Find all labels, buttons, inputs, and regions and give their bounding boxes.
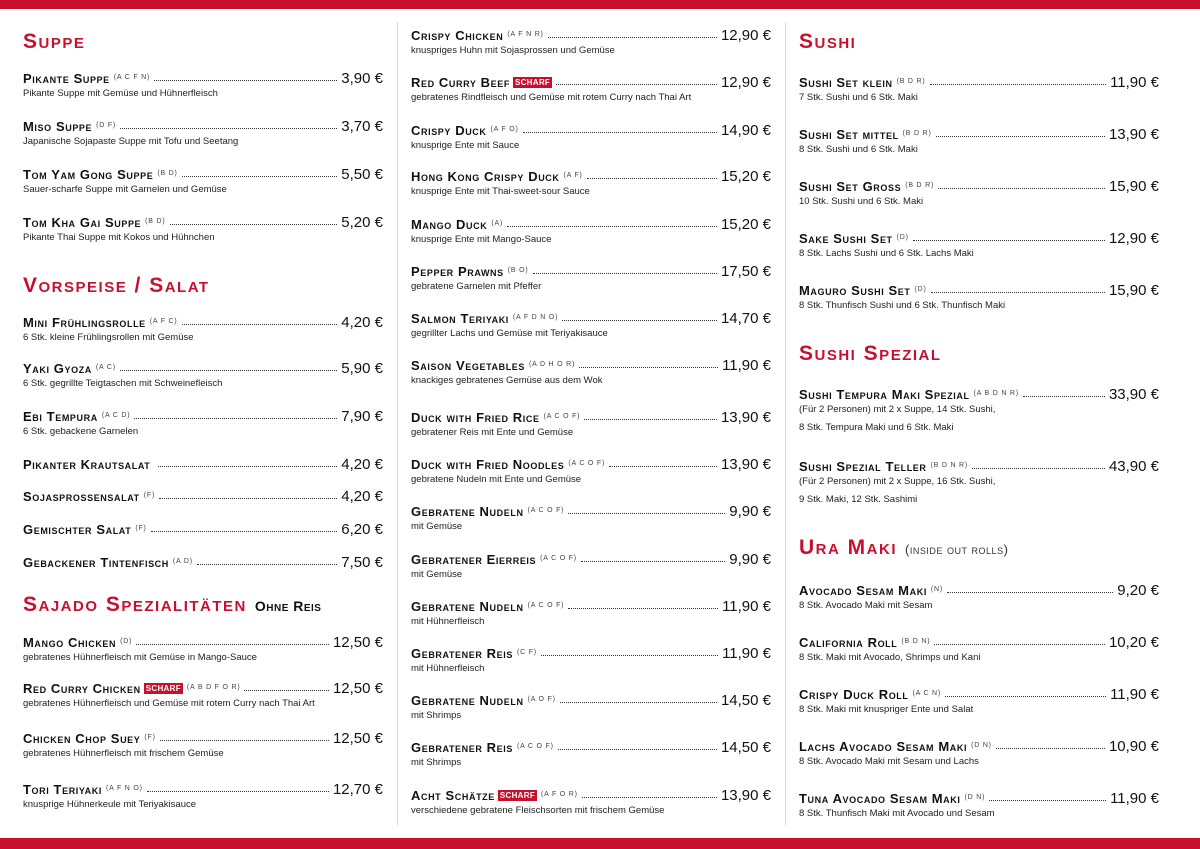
item-name: Sojasprossensalat — [23, 489, 140, 504]
item-description: gebratenes Hühnerfleisch mit Gemüse in Mango-Sauce — [23, 652, 257, 663]
menu-item — [411, 598, 771, 628]
item-description: 10 Stk. Sushi und 6 Stk. Maki — [799, 196, 924, 207]
dot-leader — [182, 324, 338, 325]
dot-leader — [556, 84, 717, 85]
item-description: gebratenes Hühnerfleisch und Gemüse mit rotem Curry nach Thai Art — [23, 698, 315, 709]
menu-item — [23, 166, 383, 196]
item-allergens: (D N) — [971, 742, 992, 749]
dot-leader — [972, 468, 1105, 469]
item-allergens: (D) — [914, 286, 927, 293]
dot-leader — [587, 178, 717, 179]
item-price: 9,90 € — [729, 503, 771, 520]
menu-item — [799, 634, 1159, 664]
item-name: Gebratener Reis — [411, 740, 513, 755]
item-description: (Für 2 Personen) mit 2 x Suppe, 14 Stk. Sushi, — [799, 404, 996, 415]
menu-item — [411, 787, 771, 817]
menu-item — [799, 282, 1159, 312]
item-price: 11,90 € — [722, 645, 771, 662]
item-description: mit Shrimps — [411, 710, 462, 721]
item-name: Gebratener Reis — [411, 646, 513, 661]
item-allergens: (A C O F) — [568, 460, 606, 467]
item-price: 9,90 € — [729, 551, 771, 568]
item-allergens: (A F) — [563, 172, 583, 179]
item-allergens: (B D N) — [901, 638, 931, 645]
section-title-suppe: Suppe — [23, 30, 86, 53]
item-price: 10,20 € — [1108, 634, 1159, 651]
item-name: Chicken Chop Suey — [23, 731, 141, 746]
top-border — [0, 0, 1200, 9]
item-allergens: (B D N R) — [930, 462, 969, 469]
menu-item — [411, 27, 771, 57]
item-name: Duck with Fried Rice — [411, 410, 540, 425]
item-name: Gebratener Eierreis — [411, 552, 537, 567]
item-allergens: (A B D F O R) — [186, 684, 241, 691]
menu-item — [23, 680, 383, 710]
item-allergens: (D F) — [96, 122, 117, 129]
item-price: 4,20 € — [341, 488, 383, 505]
item-description: gegrillter Lachs und Gemüse mit Teriyakisauce — [411, 328, 608, 339]
item-price: 15,90 € — [1108, 178, 1159, 195]
item-allergens: (B D R) — [896, 78, 926, 85]
item-price: 12,90 € — [720, 27, 771, 44]
item-name: Maguro Sushi Set — [799, 283, 911, 298]
item-price: 17,50 € — [720, 263, 771, 280]
menu-item — [799, 230, 1159, 260]
item-description: verschiedene gebratene Fleischsorten mit frischem Gemüse — [411, 805, 665, 816]
item-name: Hong Kong Crispy Duck — [411, 169, 560, 184]
item-description: mit Hühnerfleisch — [411, 663, 485, 674]
item-description: 6 Stk. kleine Frühlingsrollen mit Gemüse — [23, 332, 194, 343]
item-description: Pikante Suppe mit Gemüse und Hühnerfleisch — [23, 88, 218, 99]
item-name: Sake Sushi Set — [799, 231, 893, 246]
menu-item — [23, 118, 383, 148]
menu-item — [411, 168, 771, 198]
dot-leader — [170, 224, 338, 225]
section-subtitle: Ohne Reis — [254, 598, 322, 614]
item-name: Lachs Avocado Sesam Maki — [799, 739, 968, 754]
item-allergens: (A F O R) — [541, 791, 578, 798]
dot-leader — [947, 592, 1113, 593]
menu-item — [23, 314, 383, 344]
spicy-badge: SCHARF — [514, 78, 551, 87]
item-description: knusprige Ente mit Sauce — [411, 140, 520, 151]
item-price: 12,50 € — [332, 730, 383, 747]
item-price: 5,20 € — [341, 214, 383, 231]
item-description: 8 Stk. Thunfisch Maki mit Avocado und Sesam — [799, 808, 995, 819]
item-price: 12,50 € — [332, 634, 383, 651]
item-allergens: (F) — [144, 734, 156, 741]
item-description: Pikante Thai Suppe mit Kokos und Hühnchen — [23, 232, 215, 243]
item-allergens: (B D R) — [902, 130, 932, 137]
item-description: 8 Stk. Sushi und 6 Stk. Maki — [799, 144, 918, 155]
item-name: Gebratene Nudeln — [411, 693, 524, 708]
menu-item — [799, 74, 1159, 104]
item-price: 10,90 € — [1108, 738, 1159, 755]
item-price: 33,90 € — [1108, 386, 1159, 403]
item-price: 13,90 € — [720, 787, 771, 804]
menu-item — [23, 634, 383, 664]
item-allergens: (N) — [930, 586, 944, 593]
dot-leader — [989, 800, 1106, 801]
item-price: 11,90 € — [722, 598, 771, 615]
item-price: 11,90 € — [1110, 790, 1159, 807]
menu-item — [799, 178, 1159, 208]
menu-item — [23, 554, 383, 571]
item-description: 8 Stk. Avocado Maki mit Sesam und Lachs — [799, 756, 979, 767]
item-allergens: (A) — [491, 220, 504, 227]
item-price: 13,90 € — [720, 409, 771, 426]
item-allergens: (A F O) — [490, 126, 519, 133]
dot-leader — [151, 531, 338, 532]
item-name: Acht Schätze — [411, 788, 495, 803]
menu-item — [411, 645, 771, 675]
item-name: Gebackener Tintenfisch — [23, 555, 169, 570]
item-name: Sushi Spezial Teller — [799, 459, 927, 474]
item-name: Salmon Teriyaki — [411, 311, 509, 326]
dot-leader — [120, 128, 337, 129]
menu-item — [411, 263, 771, 293]
dot-leader — [136, 644, 329, 645]
item-name: Saison Vegetables — [411, 358, 525, 373]
item-description: mit Gemüse — [411, 569, 463, 580]
item-description: 8 Stk. Maki mit knuspriger Ente und Salat — [799, 704, 974, 715]
dot-leader — [936, 136, 1105, 137]
menu-item — [411, 122, 771, 152]
item-allergens: (A O F) — [527, 696, 556, 703]
menu-item — [411, 551, 771, 581]
item-price: 14,50 € — [720, 739, 771, 756]
item-price: 7,90 € — [341, 408, 383, 425]
item-price: 13,90 € — [1108, 126, 1159, 143]
item-name: Red Curry Chicken — [23, 681, 141, 696]
item-name: Red Curry Beef — [411, 75, 510, 90]
dot-leader — [609, 466, 717, 467]
item-price: 15,20 € — [720, 216, 771, 233]
menu-item — [799, 458, 1159, 507]
dot-leader — [584, 419, 717, 420]
section-subtitle: (inside out rolls) — [905, 542, 1009, 557]
item-allergens: (A C F N) — [113, 74, 151, 81]
menu-item — [23, 214, 383, 244]
item-description: gebratenes Rindfleisch und Gemüse mit rotem Curry nach Thai Art — [411, 92, 692, 103]
item-allergens: (A C N) — [912, 690, 942, 697]
menu-item — [799, 582, 1159, 612]
menu-item — [411, 739, 771, 769]
column-divider — [397, 22, 398, 825]
item-description: 8 Stk. Thunfisch Sushi und 6 Stk. Thunfisch Maki — [799, 300, 1006, 311]
dot-leader — [568, 513, 725, 514]
item-description: 7 Stk. Sushi und 6 Stk. Maki — [799, 92, 918, 103]
item-allergens: (B D) — [145, 218, 166, 225]
item-description: mit Hühnerfleisch — [411, 616, 485, 627]
column-divider — [785, 22, 786, 825]
item-description: 9 Stk. Maki, 12 Stk. Sashimi — [799, 494, 918, 506]
item-name: Ebi Tempura — [23, 409, 98, 424]
dot-leader — [938, 188, 1105, 189]
dot-leader — [913, 240, 1105, 241]
item-allergens: (C F) — [516, 649, 537, 656]
dot-leader — [134, 418, 337, 419]
dot-leader — [930, 84, 1107, 85]
item-allergens: (F) — [135, 525, 147, 532]
item-name: Sushi Set mittel — [799, 127, 899, 142]
dot-leader — [154, 80, 337, 81]
item-description: gebratene Garnelen mit Pfeffer — [411, 281, 542, 292]
item-price: 14,90 € — [720, 122, 771, 139]
item-price: 3,70 € — [341, 118, 383, 135]
item-name: Crispy Duck — [411, 123, 487, 138]
item-allergens: (A F N R) — [507, 31, 544, 38]
item-description: 6 Stk. gebackene Garnelen — [23, 426, 139, 437]
item-price: 14,70 € — [720, 310, 771, 327]
menu-item — [411, 503, 771, 533]
item-price: 12,90 € — [1108, 230, 1159, 247]
menu-item — [23, 521, 383, 538]
dot-leader — [182, 176, 338, 177]
dot-leader — [934, 644, 1105, 645]
item-description: gebratenes Hühnerfleisch mit frischem Gemüse — [23, 748, 224, 759]
dot-leader — [548, 37, 717, 38]
menu-item — [411, 216, 771, 246]
item-name: Pikanter Krautsalat — [23, 457, 151, 472]
section-title-sajado: Sajado Spezialitäten Ohne Reis — [23, 593, 322, 616]
item-allergens: (B D R) — [905, 182, 935, 189]
item-name: Pepper Prawns — [411, 264, 504, 279]
spicy-badge: SCHARF — [499, 791, 536, 800]
item-name: Gebratene Nudeln — [411, 599, 524, 614]
menu-item — [23, 360, 383, 390]
menu-item — [23, 781, 383, 811]
item-price: 11,90 € — [1110, 686, 1159, 703]
dot-leader — [197, 564, 337, 565]
item-allergens: (A C D) — [101, 412, 131, 419]
dot-leader — [1023, 396, 1105, 397]
item-price: 5,90 € — [341, 360, 383, 377]
item-name: Yaki Gyoza — [23, 361, 92, 376]
item-price: 4,20 € — [341, 314, 383, 331]
menu-item — [411, 456, 771, 486]
item-name: Duck with Fried Noodles — [411, 457, 565, 472]
item-allergens: (A C O F) — [516, 743, 554, 750]
dot-leader — [120, 370, 337, 371]
item-price: 12,50 € — [332, 680, 383, 697]
dot-leader — [581, 561, 725, 562]
item-allergens: (A C O F) — [540, 555, 577, 562]
dot-leader — [560, 702, 717, 703]
bottom-border — [0, 838, 1200, 849]
dot-leader — [160, 740, 329, 741]
item-description: knusprige Hühnerkeule mit Teriyakisauce — [23, 799, 197, 810]
item-name: Tom Yam Gong Suppe — [23, 167, 154, 182]
item-description: (Für 2 Personen) mit 2 x Suppe, 16 Stk. Sushi, — [799, 476, 996, 487]
item-price: 5,50 € — [341, 166, 383, 183]
item-name: California Roll — [799, 635, 898, 650]
menu-item — [23, 70, 383, 100]
dot-leader — [507, 226, 717, 227]
dot-leader — [244, 690, 328, 691]
section-title-sushi: Sushi — [799, 30, 857, 53]
dot-leader — [558, 749, 717, 750]
dot-leader — [158, 466, 337, 467]
dot-leader — [533, 273, 717, 274]
item-price: 6,20 € — [341, 521, 383, 538]
dot-leader — [568, 608, 718, 609]
item-price: 12,90 € — [720, 74, 771, 91]
item-name: Mango Duck — [411, 217, 488, 232]
menu-item — [23, 408, 383, 438]
item-price: 15,90 € — [1108, 282, 1159, 299]
item-name: Tom Kha Gai Suppe — [23, 215, 142, 230]
item-allergens: (B D) — [157, 170, 178, 177]
item-description: knusprige Ente mit Thai-sweet-sour Sauce — [411, 186, 590, 197]
spicy-badge: SCHARF — [145, 684, 181, 693]
menu-item — [411, 74, 771, 104]
item-allergens: (A B D N R) — [973, 390, 1019, 397]
dot-leader — [996, 748, 1105, 749]
item-description: gebratene Nudeln mit Ente und Gemüse — [411, 474, 582, 485]
item-allergens: (A C O F) — [527, 507, 565, 514]
item-description: 6 Stk. gegrillte Teigtaschen mit Schweinefleisch — [23, 378, 223, 389]
item-allergens: (D) — [896, 234, 909, 241]
item-price: 9,20 € — [1117, 582, 1159, 599]
item-allergens: (A D H O R) — [529, 361, 576, 368]
item-allergens: (A C) — [95, 364, 116, 371]
dot-leader — [159, 498, 337, 499]
item-allergens: (B O) — [507, 267, 529, 274]
item-description: mit Shrimps — [411, 757, 462, 768]
item-name: Crispy Duck Roll — [799, 687, 909, 702]
item-name: Sushi Set Gross — [799, 179, 902, 194]
section-title-ura-maki: Ura Maki (inside out rolls) — [799, 536, 1009, 559]
dot-leader — [582, 797, 717, 798]
section-title-sushi-spezial: Sushi Spezial — [799, 342, 942, 365]
menu-item — [23, 730, 383, 760]
item-description: 8 Stk. Tempura Maki und 6 Stk. Maki — [799, 422, 954, 434]
item-description: 8 Stk. Maki mit Avocado, Shrimps und Kani — [799, 652, 981, 663]
item-price: 4,20 € — [341, 456, 383, 473]
item-name: Sushi Set klein — [799, 75, 893, 90]
item-price: 3,90 € — [341, 70, 383, 87]
dot-leader — [945, 696, 1106, 697]
item-name: Crispy Chicken — [411, 28, 504, 43]
dot-leader — [562, 320, 717, 321]
item-price: 15,20 € — [720, 168, 771, 185]
item-name: Tuna Avocado Sesam Maki — [799, 791, 961, 806]
item-allergens: (A D) — [172, 558, 193, 565]
item-description: Japanische Sojapaste Suppe mit Tofu und Seetang — [23, 136, 239, 147]
item-price: 43,90 € — [1108, 458, 1159, 475]
dot-leader — [931, 292, 1105, 293]
item-name: Tori Teriyaki — [23, 782, 102, 797]
item-description: knackiges gebratenes Gemüse aus dem Wok — [411, 375, 603, 386]
item-description: gebratener Reis mit Ente und Gemüse — [411, 427, 574, 438]
item-allergens: (A C O F) — [527, 602, 565, 609]
item-allergens: (A F C) — [149, 318, 178, 325]
dot-leader — [147, 791, 329, 792]
menu-item — [799, 686, 1159, 716]
item-name: Avocado Sesam Maki — [799, 583, 927, 598]
item-name: Gebratene Nudeln — [411, 504, 524, 519]
item-allergens: (A F D N O) — [512, 314, 559, 321]
menu-item — [799, 126, 1159, 156]
item-price: 11,90 € — [1110, 74, 1159, 91]
item-name: Pikante Suppe — [23, 71, 110, 86]
item-allergens: (D N) — [964, 794, 986, 801]
item-name: Mini Frühlingsrolle — [23, 315, 146, 330]
dot-leader — [579, 367, 718, 368]
item-description: 8 Stk. Avocado Maki mit Sesam — [799, 600, 933, 611]
item-name: Gemischter Salat — [23, 522, 132, 537]
menu-item — [411, 357, 771, 387]
menu-item — [411, 409, 771, 439]
item-price: 12,70 € — [332, 781, 383, 798]
menu-item — [23, 488, 383, 505]
item-description: mit Gemüse — [411, 521, 463, 532]
item-price: 13,90 € — [720, 456, 771, 473]
menu-item — [23, 456, 383, 473]
menu-item — [411, 310, 771, 340]
menu-item — [799, 386, 1159, 435]
item-description: Sauer-scharfe Suppe mit Garnelen und Gemüse — [23, 184, 227, 195]
item-description: knuspriges Huhn mit Sojasprossen und Gemüse — [411, 45, 615, 56]
item-allergens: (D) — [120, 638, 133, 645]
item-allergens: (A F N O) — [105, 785, 143, 792]
section-title-vorspeise: Vorspeise / Salat — [23, 274, 210, 297]
item-description: knusprige Ente mit Mango-Sauce — [411, 234, 552, 245]
item-allergens: (A C O F) — [543, 413, 581, 420]
menu-item — [799, 790, 1159, 820]
item-price: 7,50 € — [341, 554, 383, 571]
item-price: 14,50 € — [720, 692, 771, 709]
item-name: Mango Chicken — [23, 635, 117, 650]
item-name: Sushi Tempura Maki Spezial — [799, 387, 970, 402]
menu-item — [799, 738, 1159, 768]
dot-leader — [523, 132, 717, 133]
item-name: Miso Suppe — [23, 119, 93, 134]
item-price: 11,90 € — [722, 357, 771, 374]
item-description: 8 Stk. Lachs Sushi und 6 Stk. Lachs Maki — [799, 248, 974, 259]
dot-leader — [541, 655, 718, 656]
item-allergens: (F) — [143, 492, 156, 499]
menu-item — [411, 692, 771, 722]
